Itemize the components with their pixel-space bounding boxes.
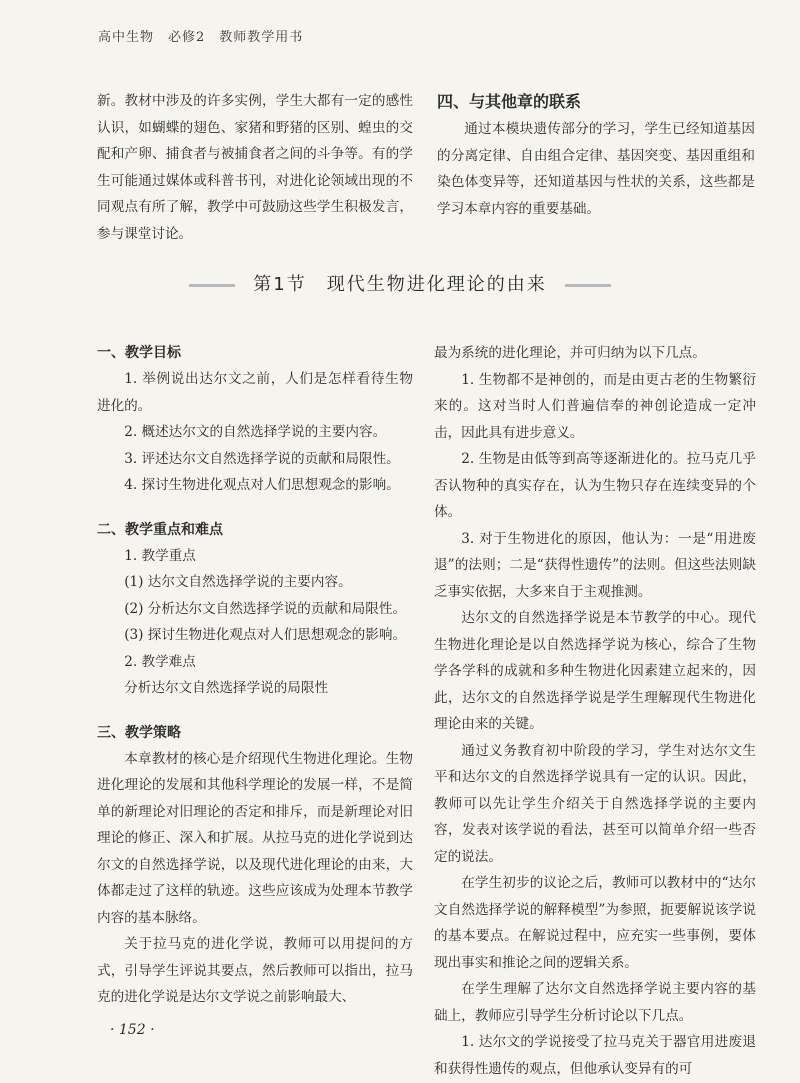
difficulty-text: 分析达尔文自然选择学说的局限性 — [124, 680, 329, 696]
top-left-column — [97, 88, 413, 247]
body-paragraph: 达尔文的自然选择学说是本节教学的中心。现代生物进化理论是以自然选择学说为核心，综合了生物学各学科的成就和多种生物进化因素建立起来的，因此，达尔文的自然选择学说是学生理解现代生物进化理论由来的关键。 — [434, 610, 756, 732]
continuation-paragraph: 新。教材中涉及的许多实例，学生大都有一定的感性认识，如蝴蝶的翅色、家猪和野猪的区别、蝗虫的交配和产卵、捕食者与被捕食者之间的斗争等。有的学生可能通过媒体或科普书刊，对进化论领域出现的不同观点有所了解，教学中可鼓励这些学生积极发言，参与课堂讨论。 — [97, 93, 413, 242]
chapter-links-heading: 四、与其他章的联系 — [437, 92, 582, 111]
focus-item: (1) 达尔文自然选择学说的主要内容。 — [124, 574, 352, 590]
header-book: 高中生物 — [98, 30, 155, 45]
top-right-column — [437, 88, 755, 222]
left-column — [97, 340, 413, 1011]
title-bar-right — [565, 284, 611, 287]
goal-item: 4. 探讨生物进化观点对人们思想观念的影响。 — [124, 477, 400, 493]
chapter-links-paragraph: 通过本模块遗传部分的学习，学生已经知道基因的分离定律、自由组合定律、基因突变、基因重组和染色体变异等，还知道基因与性状的关系，这些都是学习本章内容的重要基础。 — [437, 121, 755, 217]
focus-item: (2) 分析达尔文自然选择学说的贡献和局限性。 — [124, 600, 407, 617]
body-paragraph: 在学生初步的议论之后，教师可以教材中的“达尔文自然选择学说的解释模型”为参照，扼要解说该学说的基本要点。在解说过程中，应充实一些事例，要体现出事实和推论之间的逻辑关系。 — [434, 875, 756, 971]
header-kind: 教师教学用书 — [219, 30, 304, 45]
body-paragraph: 在学生理解了达尔文自然选择学说主要内容的基础上，教师应引导学生分析讨论以下几点。 — [434, 981, 756, 1024]
right-column — [434, 340, 756, 1082]
section-title — [0, 270, 800, 296]
focus-item: (3) 探讨生物进化观点对人们思想观念的影响。 — [124, 627, 407, 643]
goal-item: 1. 举例说出达尔文之前，人们是怎样看待生物进化的。 — [97, 371, 413, 414]
strategy-paragraph: 关于拉马克的进化学说，教师可以用提问的方式，引导学生评说其要点，然后教师可以指出，拉马克的进化学说是达尔文学说之前影响最大、 — [97, 936, 413, 1005]
goal-item: 2. 概述达尔文的自然选择学说的主要内容。 — [124, 424, 387, 440]
body-paragraph: 3. 对于生物进化的原因，他认为：一是“用进废退”的法则；二是“获得性遗传”的法则。但这些法则缺乏事实依据，大多来自于主观推测。 — [434, 530, 756, 600]
difficulty-label: 2. 教学难点 — [124, 653, 196, 670]
goal-item: 3. 评述达尔文自然选择学说的贡献和局限性。 — [124, 450, 400, 467]
strategy-heading: 三、教学策略 — [97, 724, 181, 741]
strategy-paragraph: 本章教材的核心是介绍现代生物进化理论。生物进化理论的发展和其他科学理论的发展一样，不是简单的新理论对旧理论的否定和排斥，而是新理论对旧理论的修正、深入和扩展。从拉马克的进化学说到达尔文的自然选择学说，以及现代进化理论的由来，大体都走过了这样的轨迹。这些应该成为处理本节教学内容的基本脉络。 — [97, 750, 413, 926]
body-paragraph: 1. 达尔文的学说接受了拉马克关于器官用进废退和获得性遗传的观点，但他承认变异有的可 — [434, 1034, 756, 1077]
body-paragraph: 最为系统的进化理论，并可归纳为以下几点。 — [434, 345, 706, 361]
section-number: 第1节 — [253, 274, 307, 295]
running-header — [98, 26, 303, 45]
focus-heading: 二、教学重点和难点 — [97, 521, 223, 538]
goals-heading: 一、教学目标 — [97, 345, 181, 361]
body-paragraph: 1. 生物都不是神创的，而是由更古老的生物繁衍来的。这对当时人们普遍信奉的神创论造成一定冲击，因此具有进步意义。 — [434, 371, 756, 441]
header-volume: 必修2 — [168, 30, 206, 45]
title-bar-left — [189, 284, 235, 287]
section-name: 现代生物进化理论的由来 — [326, 274, 547, 295]
focus-label: 1. 教学重点 — [124, 547, 196, 564]
body-paragraph: 通过义务教育初中阶段的学习，学生对达尔文生平和达尔文的自然选择学说具有一定的认识。因此，教师可以先让学生介绍关于自然选择学说的主要内容，发表对该学说的看法，甚至可以简单介绍一些否定的说法。 — [434, 742, 756, 865]
page-number: · 152 · — [110, 1022, 155, 1038]
body-paragraph: 2. 生物是由低等到高等逐渐进化的。拉马克几乎否认物种的真实存在，认为生物只存在连续变异的个体。 — [434, 451, 756, 520]
